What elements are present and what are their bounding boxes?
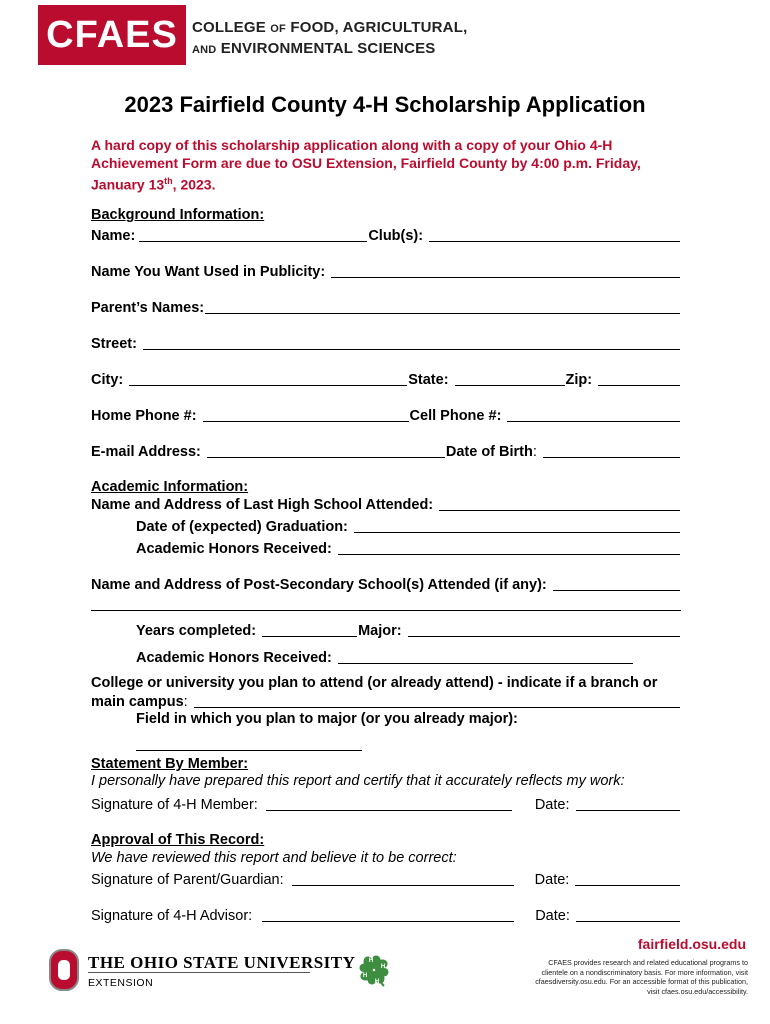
member-date-field[interactable] [576,796,681,811]
advisor-signature-field[interactable] [262,907,514,922]
name-field[interactable] [139,227,367,242]
parents-row [91,299,681,316]
college-name: COLLEGE OF FOOD, AGRICULTURAL, AND ENVIRONMENTAL SCIENCES [192,19,468,57]
parents-label: Parent’s Names: [91,300,205,316]
street-row [91,335,681,352]
statement-heading: Statement By Member: [91,756,249,772]
zip-field[interactable] [598,371,680,386]
honors-row [136,540,681,557]
home-phone-field[interactable] [203,407,409,422]
email-label: E-mail Address: [91,444,201,460]
email-dob-row [91,443,681,460]
cell-phone-field[interactable] [507,407,680,422]
statement-text: I personally have prepared this report and certify that it accurately reflects my work: [91,773,625,789]
publicity-field[interactable] [331,263,680,278]
city-field[interactable] [129,371,407,386]
svg-text:H: H [368,958,374,964]
advisor-signature-row [91,907,681,924]
member-signature-row [91,796,681,813]
college-plan-label-2: main campus: [91,694,188,710]
osu-extension: EXTENSION [88,977,154,989]
home-phone-label: Home Phone #: [91,408,197,424]
honors2-field[interactable] [338,649,633,664]
dob-label: Date of Birth: [445,444,537,460]
osu-block-o-icon [48,948,80,992]
footer-url[interactable]: fairfield.osu.edu [637,936,746,952]
advisor-date-label: Date: [535,908,570,924]
osu-name: THE OHIO STATE UNIVERSITY [88,953,356,972]
advisor-date-field[interactable] [576,907,680,922]
honors2-label: Academic Honors Received: [136,650,332,666]
graduation-row [136,518,681,535]
major-field[interactable] [408,622,680,637]
post-secondary-field[interactable] [553,576,680,591]
last-hs-field[interactable] [439,496,680,511]
parent-date-label: Date: [534,872,570,888]
field-major-label: Field in which you plan to major (or you already major): [136,711,518,727]
clubs-label: Club(s): [368,228,424,244]
years-field[interactable] [262,622,357,637]
member-signature-field[interactable] [266,796,512,811]
parent-signature-field[interactable] [292,871,514,886]
svg-text:H: H [374,979,380,985]
dob-field[interactable] [543,443,680,458]
approval-heading: Approval of This Record: [91,832,265,848]
4h-clover-icon [354,950,394,990]
osu-divider [88,972,310,973]
honors2-row [136,649,634,666]
post-secondary-label: Name and Address of Post-Secondary School(s) Attended (if any): [91,577,547,593]
background-heading: Background Information: [91,207,265,223]
svg-text:H: H [380,964,386,970]
state-label: State: [408,372,449,388]
svg-text:H: H [362,973,368,979]
street-field[interactable] [143,335,680,350]
approval-text: We have reviewed this report and believe it to be correct: [91,850,457,866]
parent-signature-row [91,871,681,888]
graduation-field[interactable] [354,518,680,533]
last-hs-row [91,496,681,513]
post-secondary-row [91,576,681,593]
years-major-row [136,622,681,639]
publicity-label: Name You Want Used in Publicity: [91,264,326,280]
zip-label: Zip: [565,372,593,388]
name-label: Name: [91,228,136,244]
college-plan-row [91,693,681,710]
phone-row [91,407,681,424]
field-major-field[interactable] [136,736,362,751]
years-label: Years completed: [136,623,257,639]
name-clubs-row [91,227,681,244]
member-signature-label: Signature of 4-H Member: [91,797,258,813]
last-hs-label: Name and Address of Last High School Attended: [91,497,434,513]
street-label: Street: [91,336,137,352]
state-field[interactable] [455,371,565,386]
major-label: Major: [358,623,402,639]
publicity-row [91,263,681,280]
clubs-field[interactable] [429,227,680,242]
post-secondary-field-2[interactable] [91,596,681,611]
member-date-label: Date: [534,797,570,813]
cfaes-logo: CFAES [38,5,186,65]
nondiscrimination-disclaimer: CFAES provides research and related educational programs to clientele on a nondiscriminatory basis. For more information, visit cfaesdiversity.osu.edu. For an accessible format of this publication, visit cfaes.osu.edu/accessibility. [535,958,748,996]
honors-field[interactable] [338,540,680,555]
honors-label: Academic Honors Received: [136,541,332,557]
parents-field[interactable] [205,299,680,314]
email-field[interactable] [207,443,445,458]
graduation-label: Date of (expected) Graduation: [136,519,348,535]
deadline-notice: A hard copy of this scholarship application along with a copy of your Ohio 4-H Achievement Form are due to OSU Extension, Fairfield County by 4:00 p.m. Friday, January 13th, 2023. [91,137,641,193]
college-plan-field[interactable] [194,693,680,708]
college-plan-label: College or university you plan to attend (or already attend) - indicate if a branch or [91,675,658,691]
parent-date-field[interactable] [575,871,680,886]
page-title: 2023 Fairfield County 4-H Scholarship Application [124,92,646,117]
city-state-zip-row [91,371,681,388]
academic-heading: Academic Information: [91,479,249,495]
advisor-signature-label: Signature of 4-H Advisor: [91,908,253,924]
parent-signature-label: Signature of Parent/Guardian: [91,872,284,888]
cell-phone-label: Cell Phone #: [409,408,502,424]
city-label: City: [91,372,124,388]
